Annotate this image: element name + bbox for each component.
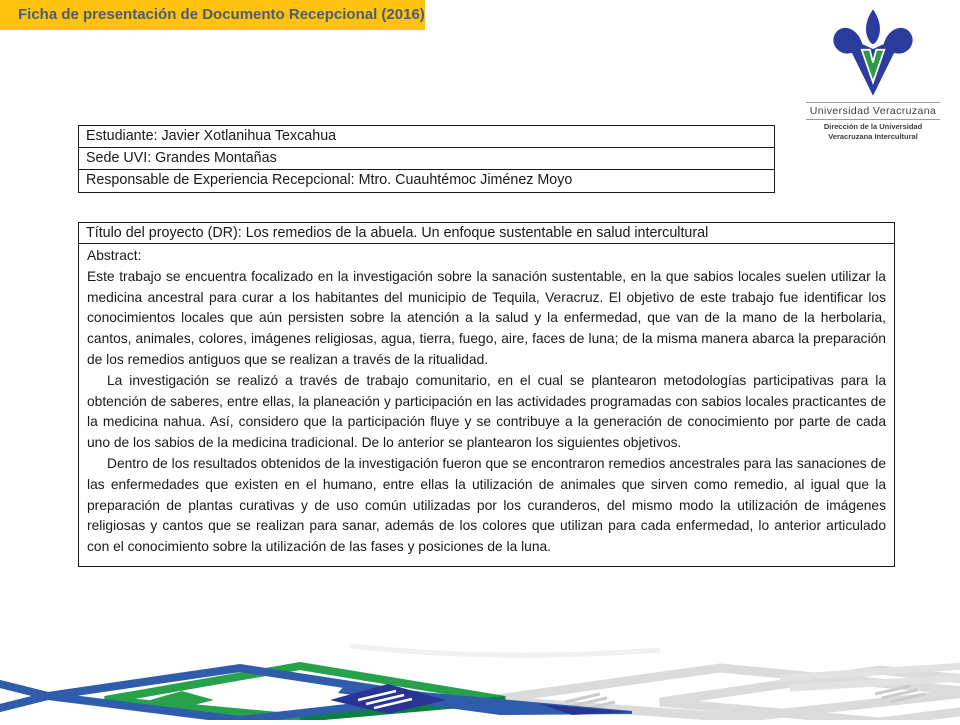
logo-department-line2: Veracruzana Intercultural — [828, 131, 918, 141]
logo-institution-name: Universidad Veracruzana — [806, 102, 940, 120]
abstract-cell — [79, 244, 894, 566]
abstract-paragraph-1: Este trabajo se encuentra focalizado en la investigación sobre la sanación sustentable, en la que sabios locales suelen utilizar la medicina ancestral para curar a los habitantes del municipio de Tequila, Veracruz. El objetivo de este trabajo fue identificar los conocimientos locales que aún persisten sobre la atención a la salud y la enfermedad, que van de la mano de la herbolaria, cantos, animales, colores, imágenes religiosas, agua, tierra, fuego, aire, faces de luna; de la misma manera abarca la preparación de los remedios antiguos que se realizan a través de la ritualidad. — [87, 268, 886, 367]
table-row-student: Estudiante: Javier Xotlanihua Texcahua — [79, 126, 774, 148]
slide-title: Ficha de presentación de Documento Recepcional (2016) — [18, 6, 425, 23]
logo-department-name — [824, 122, 922, 142]
footer-ribbon-decoration — [0, 640, 960, 720]
slide-title-band — [0, 0, 425, 30]
student-info-table — [78, 125, 775, 193]
abstract-label: Abstract: — [87, 248, 142, 263]
university-logo — [800, 8, 946, 142]
abstract-paragraph-2: La investigación se realizó a través de trabajo comunitario, en el cual se plantearon metodologías participativas para la obtención de saberes, entre ellas, la planeación y participación en las actividades programadas con sabios locales practicantes de la medicina nahua. Así, considero que la participación fluye y se contribuye a la generación de conocimiento por parte de cada uno de los sabios de la medicina tradicional. De lo anterior se plantearon los siguientes objetivos. — [87, 372, 886, 451]
table-row-responsable: Responsable de Experiencia Recepcional: Mtro. Cuauhtémoc Jiménez Moyo — [86, 172, 573, 188]
uv-fleur-icon — [827, 8, 919, 100]
project-table — [78, 222, 895, 567]
project-title-row: Título del proyecto (DR): Los remedios de la abuela. Un enfoque sustentable en salud intercultural — [79, 223, 894, 244]
abstract-paragraph-3: Dentro de los resultados obtenidos de la investigación fueron que se encontraron remedios ancestrales para las sanaciones de las enfermedades que existen en el humano, entre ellas la utilización de animales que sirven como remedio, al igual que la preparación de plantas curativas y de uso común utilizadas por los curanderos, del mismo modo la utilización de imágenes religiosas y cantos que se realizan para sanar, además de los colores que utilizan para cada enfermedad, lo anterior articulado con el conocimiento sobre la utilización de las fases y posiciones de la luna. — [87, 455, 886, 555]
logo-department-line1: Dirección de la Universidad — [823, 122, 923, 131]
table-row-sede: Sede UVI: Grandes Montañas — [79, 148, 774, 170]
